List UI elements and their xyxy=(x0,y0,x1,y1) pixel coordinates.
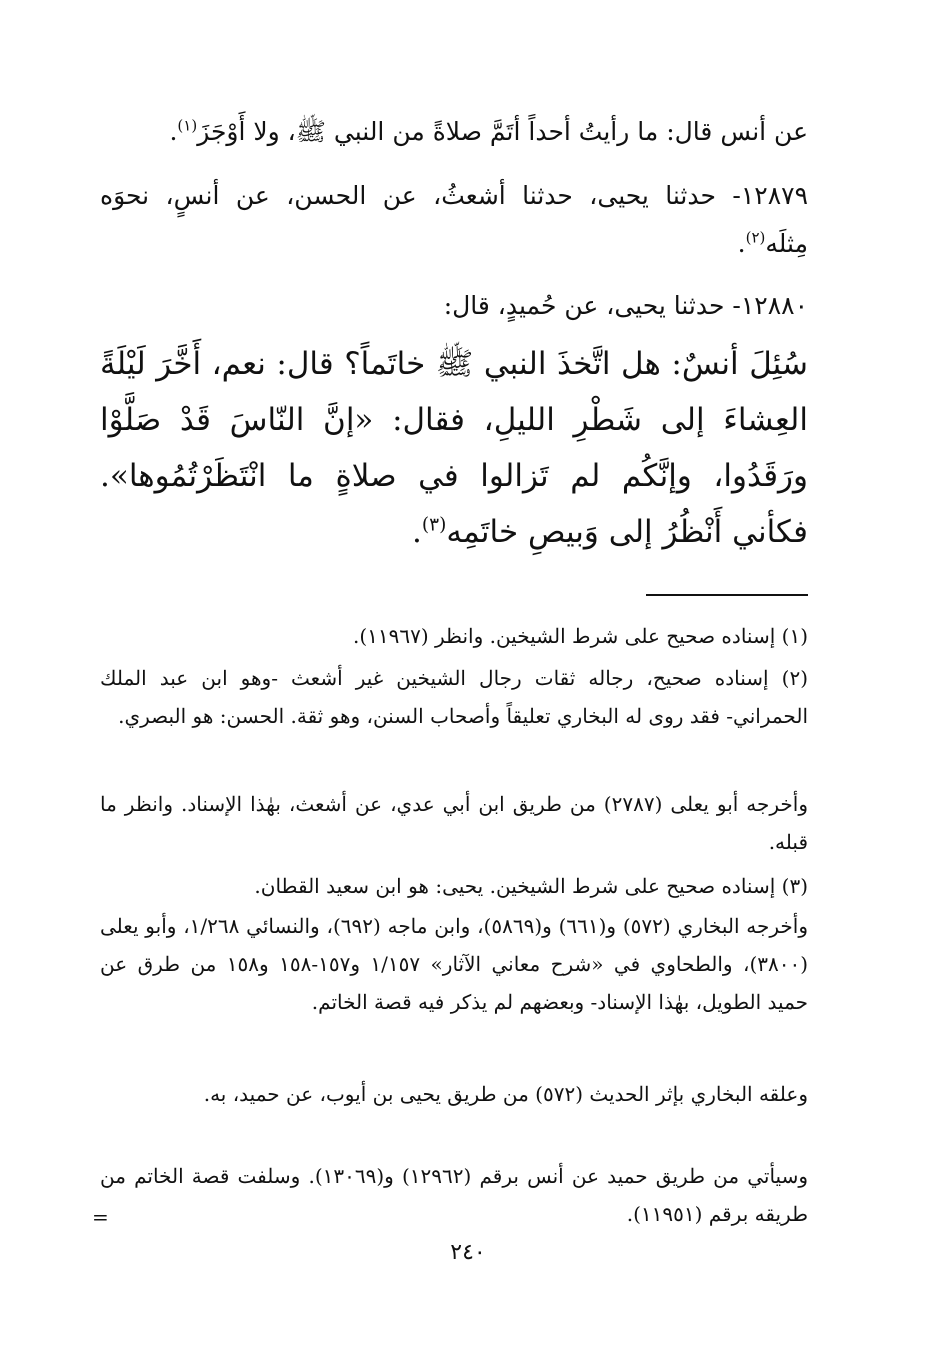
footnote-ref-2: (٢) xyxy=(745,228,766,247)
hadith-12880-end: . xyxy=(411,514,422,550)
footnote-3-bukhari: وعلقه البخاري بإثر الحديث (٥٧٢) من طريق يحيى بن أيوب، عن حميد، به. xyxy=(203,1082,808,1106)
hadith-12880-intro: ١٢٨٨٠- حدثنا يحيى، عن حُميدٍ، قال: xyxy=(443,291,808,320)
page-number: ٢٤٠ xyxy=(450,1240,486,1265)
footnote-3-sources: وأخرجه البخاري (٥٧٢) و(٦٦١) و(٥٨٦٩)، وابن ماجه (٦٩٢)، والنسائي ١/٢٦٨، وأبو يعلى (٣٨٠٠)، والطحاوي في «شرح معاني الآثار» ١/١٥٧ و١٥٧-١٥٨ و١٥٨ من طرق عن حميد الطويل، بهٰذا الإسناد- وبعضهم لم يذكر فيه قصة الخاتم. xyxy=(100,914,809,1014)
footnote-divider xyxy=(646,594,808,596)
hadith-12879 xyxy=(100,172,808,268)
footnote-1: (١) إسناده صحيح على شرط الشيخين. وانظر (١١٩٦٧). xyxy=(352,624,808,648)
hadith-12879-text: ١٢٨٧٩- حدثنا يحيى، حدثنا أشعثُ، عن الحسن، عن أنسٍ، نحوَه مِثلَه xyxy=(100,181,808,258)
footnote-3-cross-ref: وسيأتي من طريق حميد عن أنس برقم (١٢٩٦٢) و(١٣٠٦٩). وسلفت قصة الخاتم من طريقه برقم (١١٩٥١). xyxy=(100,1164,808,1226)
hadith-12880-text: سُئِلَ أنسٌ: هل اتَّخذَ النبي ﷺ خاتَماً؟ قال: نعم، أَخَّرَ لَيْلَةً العِشاءَ إلى شَطْرِ الليلِ، فقال: «إنَّ النّاسَ قَدْ صَلَّوْا ورَقَدُوا، وإنَّكُم لم تَزالوا في صلاةٍ ما انْتَظَرْتُمُوها». فكأني أَنْظُرُ إلى وَبيصِ خاتَمِه xyxy=(100,346,808,550)
footnote-2: (٢) إسناده صحيح، رجاله ثقات رجال الشيخين غير أشعث -وهو ابن عبد الملك الحمراني- فقد روى له البخاري تعليقاً وأصحاب السنن، وهو ثقة. الحسن: هو البصري. xyxy=(100,666,808,728)
continuation-marker: = xyxy=(92,1205,109,1229)
footnote-ref-1: (١) xyxy=(177,116,198,135)
footnote-2-continued: وأخرجه أبو يعلى (٢٧٨٧) من طريق ابن أبي عدي، عن أشعث، بهٰذا الإسناد. وانظر ما قبله. xyxy=(100,792,809,854)
footnote-ref-3: (٣) xyxy=(421,514,447,536)
hadith-12880-body xyxy=(100,336,808,560)
hadith-continuation-end: . xyxy=(169,117,178,146)
hadith-continuation-text: عن أنس قال: ما رأيتُ أحداً أتَمَّ صلاةً من النبي ﷺ، ولا أَوْجَزَ xyxy=(197,117,808,146)
footnote-3: (٣) إسناده صحيح على شرط الشيخين. يحيى: هو ابن سعيد القطان. xyxy=(254,874,808,898)
hadith-12879-end: . xyxy=(737,229,746,258)
hadith-continuation xyxy=(100,108,808,156)
